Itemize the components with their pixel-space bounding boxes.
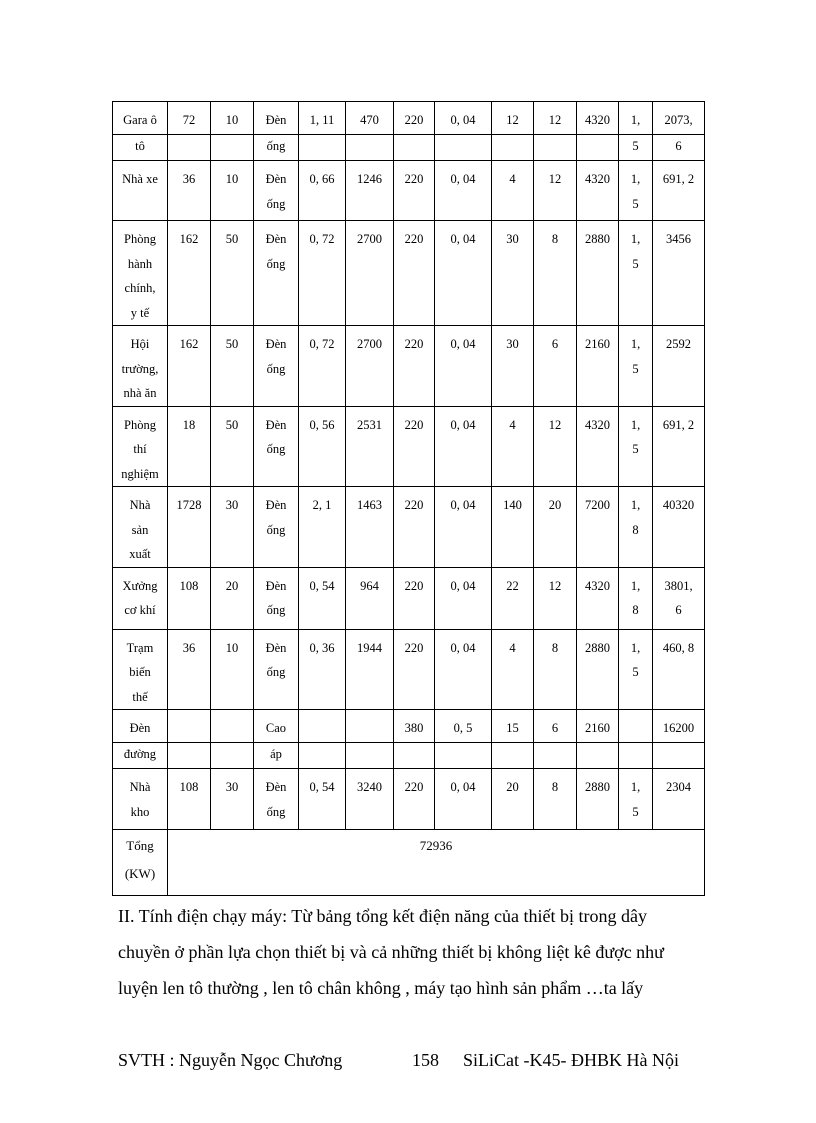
table-cell: Đèn ống bbox=[254, 567, 299, 629]
table-cell: 0, 72 bbox=[299, 221, 346, 326]
table-cell: 8 bbox=[534, 629, 577, 710]
table-cell: 2, 1 bbox=[299, 487, 346, 568]
table-cell: 108 bbox=[168, 769, 211, 830]
table-cell: 50 bbox=[211, 221, 254, 326]
table-cell bbox=[299, 135, 346, 161]
table-cell: 20 bbox=[211, 567, 254, 629]
table-cell: 4320 bbox=[577, 102, 619, 135]
total-value: 72936 bbox=[168, 830, 705, 896]
table-cell: 2160 bbox=[577, 710, 619, 743]
table-cell bbox=[211, 135, 254, 161]
table-cell bbox=[534, 743, 577, 769]
table-cell: Nhà xe bbox=[113, 161, 168, 221]
table-cell: 8 bbox=[534, 769, 577, 830]
table-cell: 0, 04 bbox=[435, 487, 492, 568]
table-cell: 0, 56 bbox=[299, 406, 346, 487]
table-cell: 2160 bbox=[577, 326, 619, 407]
table-row bbox=[113, 487, 705, 568]
table-row bbox=[113, 326, 705, 407]
table-row bbox=[113, 567, 705, 629]
table-cell: 0, 04 bbox=[435, 221, 492, 326]
table-cell: 0, 54 bbox=[299, 567, 346, 629]
table-cell: 4 bbox=[492, 406, 534, 487]
table-cell: 15 bbox=[492, 710, 534, 743]
lighting-power-table bbox=[112, 101, 705, 896]
table-cell: 220 bbox=[394, 629, 435, 710]
table-cell: 0, 04 bbox=[435, 161, 492, 221]
table-cell: 2592 bbox=[653, 326, 705, 407]
table-cell: 1, bbox=[619, 102, 653, 135]
table-row bbox=[113, 629, 705, 710]
table-cell: 470 bbox=[346, 102, 394, 135]
table-cell: 50 bbox=[211, 326, 254, 407]
table-cell: 0, 04 bbox=[435, 406, 492, 487]
table-cell: 50 bbox=[211, 406, 254, 487]
table-cell: 691, 2 bbox=[653, 161, 705, 221]
table-cell: Đèn ống bbox=[254, 769, 299, 830]
table-cell bbox=[492, 743, 534, 769]
table-cell: 2880 bbox=[577, 769, 619, 830]
table-cell: 30 bbox=[492, 221, 534, 326]
table-cell bbox=[346, 710, 394, 743]
table-cell: 460, 8 bbox=[653, 629, 705, 710]
table-cell: 30 bbox=[492, 326, 534, 407]
table-cell: 220 bbox=[394, 487, 435, 568]
table-cell bbox=[577, 135, 619, 161]
paragraph-line-1: II. Tính điện chạy máy: Từ bảng tổng kết điện năng của thiết bị trong dây bbox=[118, 906, 647, 926]
table-cell: 1, 5 bbox=[619, 769, 653, 830]
table-cell bbox=[394, 743, 435, 769]
table-cell: 2700 bbox=[346, 326, 394, 407]
footer-page-number: 158 bbox=[412, 1050, 439, 1070]
table-cell: Phòng hành chính, y tế bbox=[113, 221, 168, 326]
table-row bbox=[113, 102, 705, 135]
table-cell: 1728 bbox=[168, 487, 211, 568]
paragraph-line-2: chuyền ở phần lựa chọn thiết bị và cả những thiết bị không liệt kê được như bbox=[118, 942, 664, 962]
table-cell: 691, 2 bbox=[653, 406, 705, 487]
table-cell: Đèn ống bbox=[254, 487, 299, 568]
table-cell: 1, 5 bbox=[619, 221, 653, 326]
table-cell: 8 bbox=[534, 221, 577, 326]
table-cell: 12 bbox=[534, 161, 577, 221]
table-cell: 10 bbox=[211, 102, 254, 135]
table-row bbox=[113, 769, 705, 830]
table-cell: 72 bbox=[168, 102, 211, 135]
footer-institution: SiLiCat -K45- ĐHBK Hà Nội bbox=[463, 1050, 679, 1070]
table-cell: Đèn bbox=[113, 710, 168, 743]
table-cell: áp bbox=[254, 743, 299, 769]
table-cell: 162 bbox=[168, 326, 211, 407]
table-row bbox=[113, 743, 705, 769]
table-cell bbox=[619, 743, 653, 769]
table-cell: 220 bbox=[394, 102, 435, 135]
table-cell: 2304 bbox=[653, 769, 705, 830]
table-row bbox=[113, 221, 705, 326]
table-cell: 20 bbox=[534, 487, 577, 568]
table-cell: 4 bbox=[492, 629, 534, 710]
table-cell bbox=[492, 135, 534, 161]
table-cell: 220 bbox=[394, 161, 435, 221]
table-cell: 0, 04 bbox=[435, 629, 492, 710]
table-cell: 2880 bbox=[577, 629, 619, 710]
table-cell: 0, 5 bbox=[435, 710, 492, 743]
table-cell: 1, 11 bbox=[299, 102, 346, 135]
table-cell: Gara ô bbox=[113, 102, 168, 135]
table-cell: 1246 bbox=[346, 161, 394, 221]
table-cell: 2073, bbox=[653, 102, 705, 135]
table-cell: Xưởng cơ khí bbox=[113, 567, 168, 629]
table-cell: 0, 04 bbox=[435, 102, 492, 135]
table-cell bbox=[211, 710, 254, 743]
table-cell: 1, 5 bbox=[619, 629, 653, 710]
table-cell: 162 bbox=[168, 221, 211, 326]
table-cell bbox=[534, 135, 577, 161]
table-cell: 12 bbox=[534, 567, 577, 629]
table-row-total bbox=[113, 830, 705, 896]
table-cell: 964 bbox=[346, 567, 394, 629]
table-row bbox=[113, 406, 705, 487]
table-cell: 220 bbox=[394, 567, 435, 629]
table-cell: 2700 bbox=[346, 221, 394, 326]
paragraph-line-3: luyện len tô thường , len tô chân không , máy tạo hình sản phẩm …ta lấy bbox=[118, 978, 644, 998]
table-cell: Đèn ống bbox=[254, 629, 299, 710]
table-cell bbox=[346, 743, 394, 769]
table-cell: Nhà sản xuất bbox=[113, 487, 168, 568]
table-cell: 108 bbox=[168, 567, 211, 629]
table-cell: 1944 bbox=[346, 629, 394, 710]
table-cell: 12 bbox=[534, 102, 577, 135]
table-cell: 220 bbox=[394, 769, 435, 830]
table-cell: đường bbox=[113, 743, 168, 769]
table-cell: Đèn ống bbox=[254, 221, 299, 326]
table-cell: 40320 bbox=[653, 487, 705, 568]
table-cell bbox=[168, 135, 211, 161]
table-cell: Đèn ống bbox=[254, 326, 299, 407]
table-cell: 2880 bbox=[577, 221, 619, 326]
table-cell: Đèn ống bbox=[254, 406, 299, 487]
table-cell: 18 bbox=[168, 406, 211, 487]
table-cell bbox=[346, 135, 394, 161]
table-cell: 0, 66 bbox=[299, 161, 346, 221]
table-cell: Nhà kho bbox=[113, 769, 168, 830]
table-cell: 6 bbox=[653, 135, 705, 161]
table-cell: 220 bbox=[394, 326, 435, 407]
table-cell: Cao bbox=[254, 710, 299, 743]
table-cell: 30 bbox=[211, 487, 254, 568]
table-cell: 0, 36 bbox=[299, 629, 346, 710]
table-cell: 12 bbox=[534, 406, 577, 487]
table-cell bbox=[168, 743, 211, 769]
table-cell: 30 bbox=[211, 769, 254, 830]
table-row bbox=[113, 161, 705, 221]
table-cell: 1, 8 bbox=[619, 487, 653, 568]
table-cell: 220 bbox=[394, 221, 435, 326]
table-cell: 220 bbox=[394, 406, 435, 487]
table-cell: 4320 bbox=[577, 161, 619, 221]
table-cell: 1, 8 bbox=[619, 567, 653, 629]
table-cell: 16200 bbox=[653, 710, 705, 743]
table-cell bbox=[211, 743, 254, 769]
table-cell bbox=[435, 743, 492, 769]
table-cell: 4320 bbox=[577, 567, 619, 629]
table-cell bbox=[435, 135, 492, 161]
table-cell bbox=[168, 710, 211, 743]
table-cell: 0, 54 bbox=[299, 769, 346, 830]
table-cell: 3801, 6 bbox=[653, 567, 705, 629]
table-cell: Phòng thí nghiệm bbox=[113, 406, 168, 487]
table-cell: 10 bbox=[211, 629, 254, 710]
table-cell: ống bbox=[254, 135, 299, 161]
table-cell: Đèn ống bbox=[254, 161, 299, 221]
table-cell: 380 bbox=[394, 710, 435, 743]
table-cell: 0, 04 bbox=[435, 567, 492, 629]
table-cell: 0, 04 bbox=[435, 326, 492, 407]
table-cell: 36 bbox=[168, 629, 211, 710]
table-cell: 0, 04 bbox=[435, 769, 492, 830]
table-cell: 1, 5 bbox=[619, 406, 653, 487]
table-cell bbox=[653, 743, 705, 769]
table-row bbox=[113, 710, 705, 743]
table-cell: 22 bbox=[492, 567, 534, 629]
table-cell: 6 bbox=[534, 326, 577, 407]
table-cell: tô bbox=[113, 135, 168, 161]
table-cell: 5 bbox=[619, 135, 653, 161]
table-cell: 4320 bbox=[577, 406, 619, 487]
table-cell: 7200 bbox=[577, 487, 619, 568]
total-label: Tổng (KW) bbox=[113, 830, 168, 896]
table-cell: 3240 bbox=[346, 769, 394, 830]
table-cell bbox=[299, 710, 346, 743]
table-cell: 36 bbox=[168, 161, 211, 221]
table-cell: 3456 bbox=[653, 221, 705, 326]
table-cell: 0, 72 bbox=[299, 326, 346, 407]
table-cell: 1463 bbox=[346, 487, 394, 568]
table-cell bbox=[394, 135, 435, 161]
table-cell: 1, 5 bbox=[619, 326, 653, 407]
table-cell: Đèn bbox=[254, 102, 299, 135]
table-cell: 140 bbox=[492, 487, 534, 568]
table-cell: 12 bbox=[492, 102, 534, 135]
table-cell bbox=[619, 710, 653, 743]
table-row bbox=[113, 135, 705, 161]
table-cell: Hội trường, nhà ăn bbox=[113, 326, 168, 407]
table-cell: 20 bbox=[492, 769, 534, 830]
table-cell bbox=[577, 743, 619, 769]
table-cell: Trạm biến thế bbox=[113, 629, 168, 710]
table-cell: 2531 bbox=[346, 406, 394, 487]
table-cell: 10 bbox=[211, 161, 254, 221]
table-cell: 1, 5 bbox=[619, 161, 653, 221]
table-cell bbox=[299, 743, 346, 769]
footer-author: SVTH : Nguyễn Ngọc Chương bbox=[118, 1050, 343, 1070]
table-cell: 4 bbox=[492, 161, 534, 221]
table-cell: 6 bbox=[534, 710, 577, 743]
